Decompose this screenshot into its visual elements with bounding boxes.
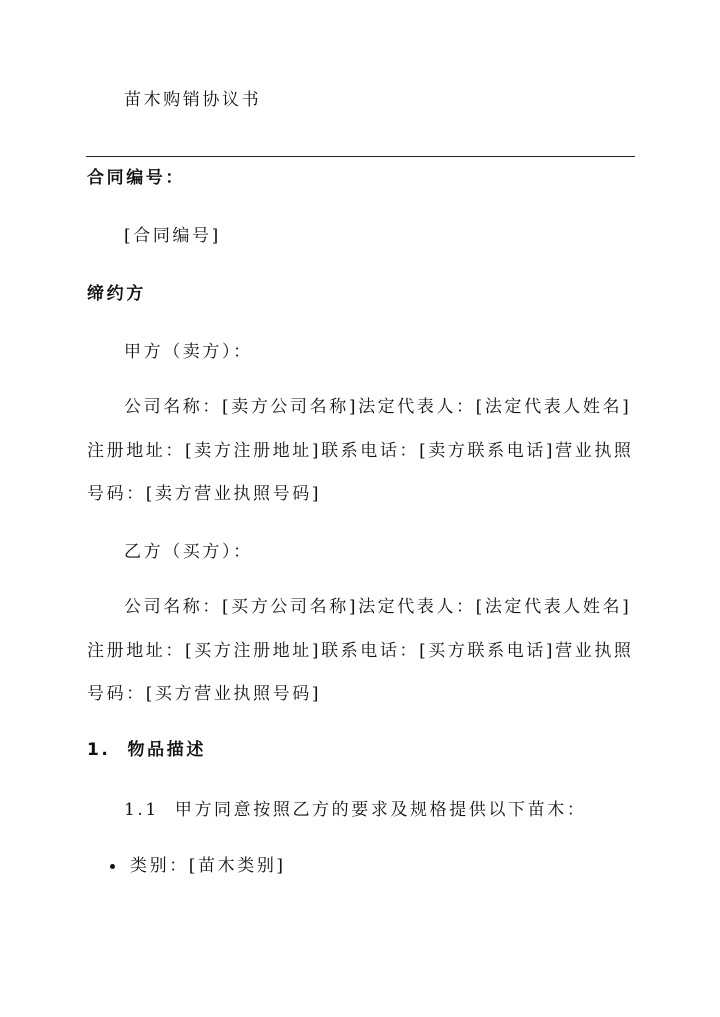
clause-1-1: 1.1 甲方同意按照乙方的要求及规格提供以下苗木： bbox=[124, 800, 587, 820]
party-b-license-line: 号码：[买方营业执照号码] bbox=[87, 684, 322, 704]
section-1-heading: 1. 物品描述 bbox=[87, 740, 206, 760]
parties-heading: 缔约方 bbox=[87, 284, 146, 304]
header-divider bbox=[86, 156, 635, 157]
bullet-icon bbox=[110, 864, 115, 869]
party-b-address-line: 注册地址：[买方注册地址]联系电话：[买方联系电话]营业执照 bbox=[87, 641, 634, 661]
contract-number-heading: 合同编号： bbox=[87, 168, 185, 188]
party-a-company-line: 公司名称：[卖方公司名称]法定代表人：[法定代表人姓名] bbox=[124, 397, 632, 417]
contract-number-value: [合同编号] bbox=[124, 226, 221, 246]
bullet-item-category: 类别：[苗木类别] bbox=[130, 856, 286, 876]
party-b-company-line: 公司名称：[买方公司名称]法定代表人：[法定代表人姓名] bbox=[124, 597, 632, 617]
party-a-address-line: 注册地址：[卖方注册地址]联系电话：[卖方联系电话]营业执照 bbox=[87, 441, 634, 461]
party-a-label: 甲方（卖方）： bbox=[124, 342, 253, 362]
party-b-label: 乙方（买方）： bbox=[124, 542, 253, 562]
party-a-license-line: 号码：[卖方营业执照号码] bbox=[87, 484, 322, 504]
document-title: 苗木购销协议书 bbox=[124, 90, 262, 110]
